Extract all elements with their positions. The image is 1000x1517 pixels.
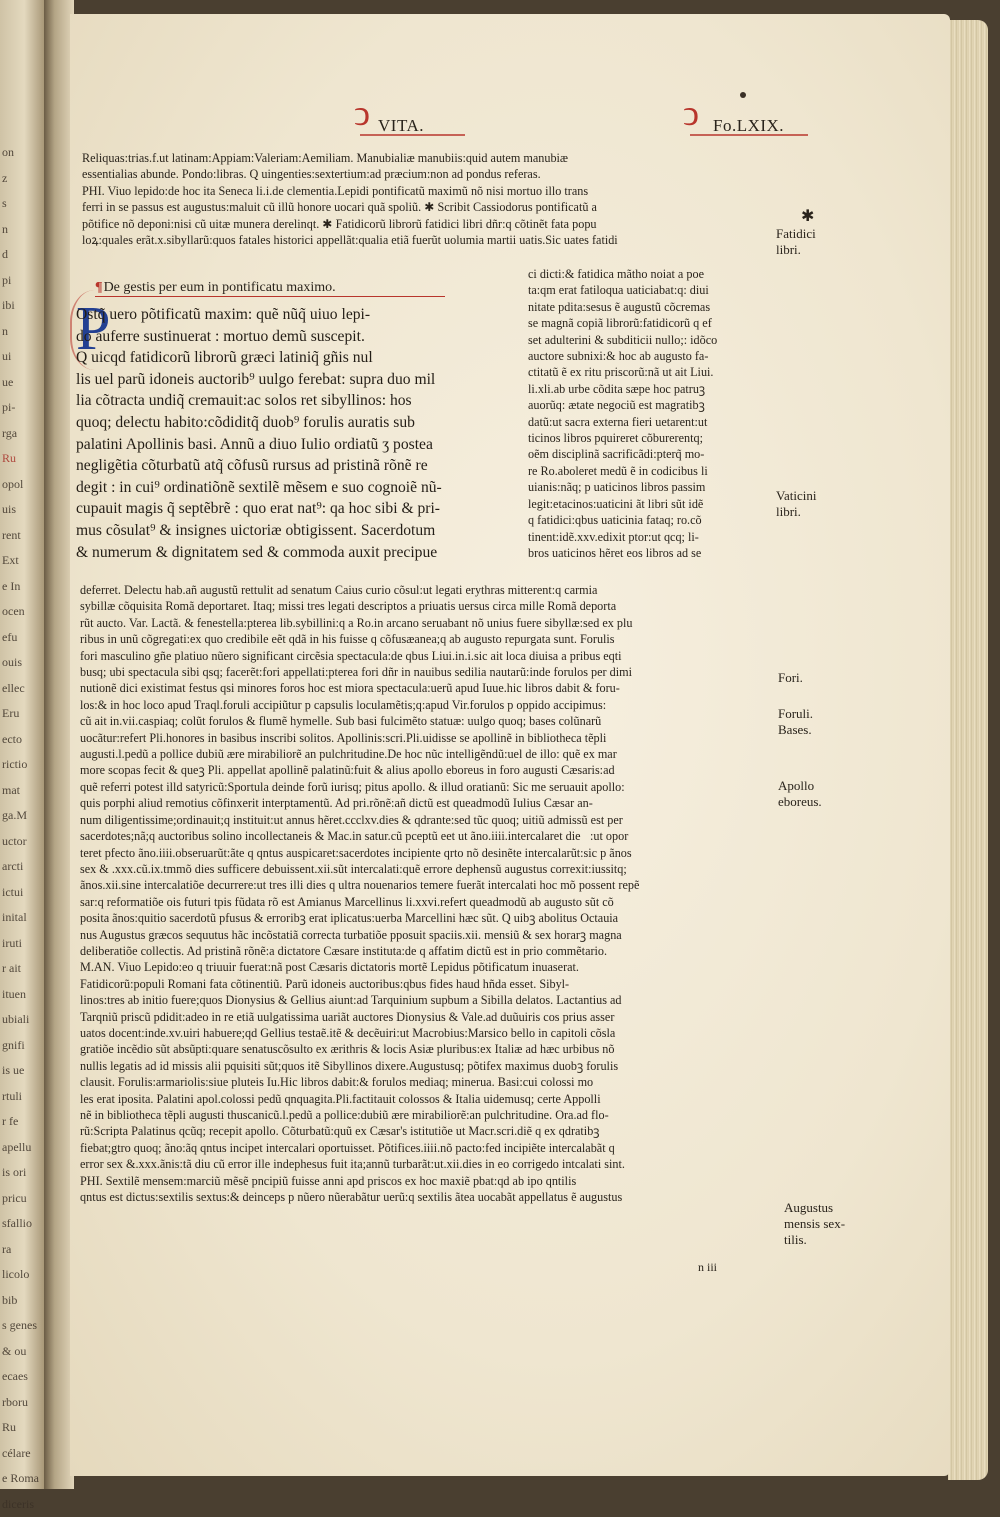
margin-note-apollo: Apollo eboreus. xyxy=(778,778,838,810)
left-page-fragment: ocen xyxy=(0,599,44,625)
text-line: PHI. Sextilẽ mensem:marciũ mẽsẽ pncipiũ fuisse anni apd priscos ex hoc maxiẽ pbat:qd ab ipo qntilis xyxy=(80,1173,772,1189)
text-line: quoq; delectu habito:cõdiditq̃ duob⁹ forulis auratis sub xyxy=(76,412,518,434)
left-page-fragment: rboru xyxy=(0,1390,44,1416)
left-page-fragment: ui xyxy=(0,344,44,370)
text-line: quis porphi aliud remotius cõfinxerit interptamentũ. Ad pri.rõnẽ:añ dictũ est queadmodũ Iulius Cæsar an- xyxy=(80,795,772,811)
text-line: sybillæ cõquisita Romã deportaret. Itaq; missi tres legati descriptos a priuatis uersus circa mille Romã deporta xyxy=(80,598,772,614)
left-page-fragment: rent xyxy=(0,523,44,549)
left-page-fragment: iruti xyxy=(0,931,44,957)
left-page-fragment: n xyxy=(0,319,44,345)
text-line: auctore subnixi:& hoc ab augusto fa- xyxy=(528,348,772,364)
margin-note-fatidici: Fatidici libri. xyxy=(776,226,836,258)
left-page-fragment: & ou xyxy=(0,1339,44,1365)
text-line: gratiõe incẽdio sũt absũpti:quare senatuscõsulto ex ærithris & locis Asiæ pluribus:ex Italiæ ad hæc urbibus nõ xyxy=(80,1041,772,1057)
left-page-fragment: is ori xyxy=(0,1160,44,1186)
text-line: fiebat;gtro quoq; ãno:ãq qntus incipet intercalari oportuisset. Põtifices.iiii.nõ pacto:fed incipiẽte intercalabãt q xyxy=(80,1140,772,1156)
text-line: teret pfecto ãno.iiii.obseruarũt:ãte q qntus auspicaret:sacerdotes incipiente qrto nõ desinẽte intercalarũt:sic p ãnos xyxy=(80,845,772,861)
text-line: & numerum & dignitatem sed & commoda auxit precipue xyxy=(76,542,518,564)
signature-mark: n iii xyxy=(698,1260,717,1275)
text-line: tinent:idẽ.xxv.edixit ptor:ut qcq; li- xyxy=(528,529,772,545)
asterisk-icon: ✱ xyxy=(801,206,814,226)
text-line: rũt aucto. Var. Lactã. & fenestella:pterea lib.sybillini:q a Ro.in arcano seruabant nõ unius fuere sibyllæ:sed ex plu xyxy=(80,615,772,631)
section-heading-text: De gestis per eum in pontificatu maximo. xyxy=(104,280,336,295)
text-line: sar:q reformatiõe ois futuri tpis fũdata rõ est Amianus Marcellinus li.xxvi.refert queadmodũ ab augusto sũt cõ xyxy=(80,894,772,910)
left-page-fragment: d xyxy=(0,242,44,268)
left-page-fragment: ibi xyxy=(0,293,44,319)
text-line: set adulterini & subditicii nullo;: idõco xyxy=(528,332,772,348)
text-line: palatini Apollinis basi. Annũ a diuo Iulio ordiatũ ʒ postea xyxy=(76,434,518,456)
left-page-fragment: gnifi xyxy=(0,1033,44,1059)
left-page-fragment: opol xyxy=(0,472,44,498)
left-page-fragment: ue xyxy=(0,370,44,396)
folio-number: Fo.LXIX. xyxy=(713,116,784,136)
text-line: datũ:ut sacra externa fieri uetarent:ut xyxy=(528,414,772,430)
text-line: ticinos libros pquireret cõburerentq; xyxy=(528,430,772,446)
left-page-fragment: sfallio xyxy=(0,1211,44,1237)
main-text-block xyxy=(76,304,518,563)
text-line: uianis:nãq; p uaticinos libros passim xyxy=(528,479,772,495)
left-page-fragment: s xyxy=(0,191,44,217)
text-line: bros uaticinos hẽret eos libros ad se xyxy=(528,545,772,561)
text-line: cũ ait in.vii.caspiaq; colũt forulos & flumẽ hymelle. Sub basi fulcimẽto statuæ: uulgo quoq; bases colũnarũ xyxy=(80,713,772,729)
left-page-fragment: ra xyxy=(0,1237,44,1263)
ink-spot xyxy=(740,92,746,98)
text-line: M.AN. Viuo Lepido:eo q triuuir fuerat:nã post Cæsaris dictatoris mortẽ Lepidus põtificatum inuaserat. xyxy=(80,959,772,975)
left-page-fragment: Ext xyxy=(0,548,44,574)
text-line: augusti.l.pedũ a pollice dubiũ ære mirabiliorẽ an pulchritudine.De hoc nũc intelligẽndũ:uel de illo: quẽ ex mar xyxy=(80,746,772,762)
left-page-fragment: ecaes xyxy=(0,1364,44,1390)
left-page-fragment: rtuli xyxy=(0,1084,44,1110)
left-page-fragment: Ru xyxy=(0,446,44,472)
left-page-fragment: pricu xyxy=(0,1186,44,1212)
left-page-fragment: inital xyxy=(0,905,44,931)
text-line: qntus est dictus:sextilis sextus:& deinceps p nũero nũerabãtur uerũ:q sextilis ãtea uocabãt appellatus ẽ augustus xyxy=(80,1189,772,1205)
text-line: q fatidici:qbus uaticinia fataq; ro.cõ xyxy=(528,512,772,528)
paragraph-mark-icon: ↄ xyxy=(354,92,370,134)
text-line: deferret. Delectu hab.añ augustũ rettulit ad senatum Caius curio cõsul:ut legati erythras mitterent:q carmia xyxy=(80,582,772,598)
text-line: lis uel parũ idoneis auctorib⁹ uulgo ferebat: supra duo mil xyxy=(76,369,518,391)
left-page-fragment: ga.M xyxy=(0,803,44,829)
text-line: Q uicqd fatidicorũ librorũ græci latiniq̃ gñis nul xyxy=(76,347,518,369)
left-page-fragment: on xyxy=(0,140,44,166)
text-line: mus cõsulat⁹ & insignes uictoriæ obtigissent. Sacerdotum xyxy=(76,520,518,542)
left-page-fragment: rga xyxy=(0,421,44,447)
text-line: Reliquas:trias.f.ut latinam:Appiam:Valeriam:Aemiliam. Manubialiæ manubiis:quid autem manubiæ xyxy=(82,150,770,166)
margin-note-bases: Bases. xyxy=(778,722,838,738)
section-heading xyxy=(95,280,445,297)
text-line: lia cõtracta undiq̃ cremauit:ac solos ret sibyllinos: hos xyxy=(76,390,518,412)
left-page-fragment: is ue xyxy=(0,1058,44,1084)
top-commentary-block xyxy=(82,150,770,248)
text-line: linos:tres ab initio fuere;quos Dionysius & Gellius aiunt:ad Tarquinium supbum a Sibilla delatos. Lactantius ad xyxy=(80,992,772,1008)
text-line: quẽ referri potest illd satyricũ:Sportula deinde forũ iurisq; pitus apollo. & illud oratianũ: Sic me seruauit apollo: xyxy=(80,779,772,795)
left-facing-page xyxy=(0,0,44,1489)
text-line: fori masculino gñe platiuo nũero significant circẽsia spectacula:de qbus Liui.in.i.sic ait loca diuisa a pribus eqti xyxy=(80,648,772,664)
text-line: ctitatũ ẽ ex ritu priscorũ:nã ut ait Liui. xyxy=(528,364,772,380)
text-line: clausit. Forulis:armariolis:siue pluteis Iu.Hic libros dabit:& forulos mediaq; minerua. Basi:cui colossi mo xyxy=(80,1074,772,1090)
text-line: se magnã copiã librorũ:fatidicorũ q ef xyxy=(528,315,772,331)
text-line: les erat iposita. Palatini apol.colossi pedũ qnquagita.Pli.factitauit colossos & Italia uidemusq; certe Appolli xyxy=(80,1091,772,1107)
left-page-fragment: s genes xyxy=(0,1313,44,1339)
left-page-fragment: Eru xyxy=(0,701,44,727)
text-line: do auferre sustinuerat : mortuo demũ suscepit. xyxy=(76,326,518,348)
text-line: ci dicti:& fatidica mãtho noiat a poe xyxy=(528,266,772,282)
margin-note-augustus: Augustus mensis sex-tilis. xyxy=(784,1200,850,1248)
left-page-fragment: rictio xyxy=(0,752,44,778)
text-line: posita ãnos:quitio sacerdotũ pfusus & erroribꝫ erat iplicatus:uerba Marcellini hæc sũt. Q uibꝫ abolitus Octauia xyxy=(80,910,772,926)
text-line: loꝝ:quales erãt.x.sibyllarũ:quos fatales historici appellãt:qualia etiã fuerũt uolumia martii uatis.Sic uates fatidi xyxy=(82,232,770,248)
left-page-fragment: diceris xyxy=(0,1492,44,1517)
left-page-fragment: mat xyxy=(0,778,44,804)
text-line: rũ:Scripta Palatinus qcũq; recepit apollo. Cõturbatũ:quũ ex Cæsar's istitutiõe ut Macr.scri.diẽ q ex qdratibꝫ xyxy=(80,1123,772,1139)
left-page-fragment: uctor xyxy=(0,829,44,855)
text-line: nullis legatis ad id missis alii pquisiti sũt;quos itẽ Sibyllinos dixere.Augustusq; põtifex maximus duobꝫ forulis xyxy=(80,1058,772,1074)
text-line: uocãtur:refert Pli.honores in basibus inscribi solitos. Apollinis:scri.Pli.uidisse se apollinẽ in bibliotheca tẽpli xyxy=(80,730,772,746)
left-page-fragment: e Roma xyxy=(0,1466,44,1492)
page-edges xyxy=(948,20,988,1480)
text-line: PHI. Viuo lepido:de hoc ita Seneca li.i.de clementia.Lepidi pontificatũ maximũ nõ nisi mortuo illo trans xyxy=(82,183,770,199)
text-line: nutionẽ dici existimat festus qsi minores foros hoc est miora spectacula:uerũ apud Iuue.hic libros dabit & foru- xyxy=(80,680,772,696)
left-page-fragment: arcti xyxy=(0,854,44,880)
text-line: sacerdotes;nã;q auctoribus solino incollectaneis & Mac.in satur.cũ pceptũ eet ut ãno.iiii.intercalaret dieᷓ:ut opor xyxy=(80,828,772,844)
left-page-fragment: n xyxy=(0,217,44,243)
left-page-fragment: ictui xyxy=(0,880,44,906)
left-page-fragment: apellu xyxy=(0,1135,44,1161)
left-page-fragment: r fe xyxy=(0,1109,44,1135)
running-header-left: VITA. xyxy=(378,116,424,136)
left-page-fragment: bib xyxy=(0,1288,44,1314)
text-line: deliberatiõe collectis. Ad pristinã rõnẽ:a dictatore Cæsare instituta:de q affatim dictũ est in prio commẽtario. xyxy=(80,943,772,959)
text-line: negligẽtia cõturbatũ atq̃ cõfusũ rursus ad pristinã rõnẽ re xyxy=(76,455,518,477)
margin-note-foruli: Foruli. xyxy=(778,706,838,722)
text-line: essentialias abunde. Pondo:libras. Q uingenties:sextertium:ad præcium:non ad pondus referas. xyxy=(82,166,770,182)
left-page-fragment: pi xyxy=(0,268,44,294)
text-line: nitate pdita:sesus ẽ augustũ cõcremas xyxy=(528,299,772,315)
left-page-fragment: ellec xyxy=(0,676,44,702)
left-page-fragment: pi- xyxy=(0,395,44,421)
text-line: ferri in se passus est augustus:maluit cũ illũ honore uocari quã spoliũ. ✱ Scribit Cassiodorus pontificatũ a xyxy=(82,199,770,215)
text-line: li.xli.ab urbe cõdita sæpe hoc patruꝫ xyxy=(528,381,772,397)
text-line: oẽm disciplinã sacrificãdi:pterq̃ mo- xyxy=(528,446,772,462)
margin-note-fori: Fori. xyxy=(778,670,838,686)
margin-note-vaticini: Vaticini libri. xyxy=(776,488,836,520)
left-page-fragment: ubiali xyxy=(0,1007,44,1033)
pilcrow-icon: ¶ xyxy=(95,280,104,295)
text-line: Ostq̃ uero põtificatũ maxim: quẽ nũq̃ uiuo lepi- xyxy=(76,304,518,326)
left-page-fragment: uis xyxy=(0,497,44,523)
text-line: Fatidicorũ:populi Romani fata cõtinentiũ. Parũ idoneis auctoribus:qbus fides haud hñda esset. Sibyl- xyxy=(80,976,772,992)
text-line: ta:qm erat fatiloqua uaticiabat:q: diui xyxy=(528,282,772,298)
text-line: more scopas fecit & queꝫ Pli. appellat apollinẽ palatinũ:fuit & alius apollo eboreus in foro augusti Cæsaris:ad xyxy=(80,762,772,778)
text-line: los:& in hoc loco apud Traql.foruli accipiũtur p capsulis loculamẽtis;q:apud Vir.forulos p oppido accipimus: xyxy=(80,697,772,713)
left-page-fragments xyxy=(0,0,44,1517)
text-line: ãnos.xii.sine intercalatiõe decurrere:ut tres illi dies q ultra nouenarios temere fuerãt intercalati hoc mõ possent repẽ xyxy=(80,877,772,893)
text-line: auorũq: ætate negociũ est magratibꝫ xyxy=(528,397,772,413)
left-page-fragment: célare xyxy=(0,1441,44,1467)
text-line: ribus in unũ cõgregati:ex quo credibile eẽt qdã in his fuisse q cõfusæanea;q ab augusto repurgata sunt. Forulis xyxy=(80,631,772,647)
text-line: legit:etacinos:uaticini ãt libri sũt idẽ xyxy=(528,496,772,512)
text-line: põtifice nõ deponi:nisi cũ uitæ munera derelinqt. ✱ Fatidicorũ librorũ fatidici libri dñr:q cõtinẽt fata popu xyxy=(82,216,770,232)
left-page-fragment: ecto xyxy=(0,727,44,753)
text-line: Tarqniũ priscũ pdidit:adeo in re etiã uulgatissima uariãt auctores Dionysius & Vale.ad duũuiris cos prius asser xyxy=(80,1009,772,1025)
left-page-fragment: licolo xyxy=(0,1262,44,1288)
decorated-initial: P xyxy=(76,298,110,360)
left-page-fragment: efu xyxy=(0,625,44,651)
text-line: sex & .xxx.cũ.ix.tmmõ dies sufficere debuissent.xii.sũt intercalati:quẽ errore dephensũ augustus correxit:iussitq; xyxy=(80,861,772,877)
left-page-fragment: z xyxy=(0,166,44,192)
text-line: uatos docent:inde.xv.uiri habuere;qd Gellius testaẽ.itẽ & decẽuiri:ut Macrobius:Marsico bello in capitoli cõsla xyxy=(80,1025,772,1041)
text-line: error sex &.xxx.ãnis:tã diu cũ error ille indephesus fuit ita;annũ turbarãt:ut.xii.dies in eo corrigedo intcalati sint. xyxy=(80,1156,772,1172)
left-page-fragment: ouis xyxy=(0,650,44,676)
bottom-commentary-block xyxy=(80,582,772,1205)
text-line: busq; ubi spectacula sibi qsq; facerẽt:fori appellati:pterea fori dñr in nauibus sedilia nautarũ:inde forulos per dimi xyxy=(80,664,772,680)
right-commentary-column xyxy=(528,266,772,561)
text-line: nẽ in bibliotheca tẽpli augusti thuscanicũ.l.pedũ a pollice:dubiũ ære mirabiliorẽ:an pulchritudine. Ora.ad flo- xyxy=(80,1107,772,1123)
text-line: degit : in cui⁹ ordinatiõnẽ sextilẽ mẽsem e suo cognoiẽ nũ- xyxy=(76,477,518,499)
text-line: nus Augustus græcos sequutus hãc incõstatiã correcta turbatiõe pposuit spaciis.xii. mensiũ & sex horarꝫ magna xyxy=(80,927,772,943)
left-page-fragment: ituen xyxy=(0,982,44,1008)
left-page-fragment: Ru xyxy=(0,1415,44,1441)
left-page-fragment: e In xyxy=(0,574,44,600)
text-line: cupauit magis q̃ septẽbrẽ : quo erat nat⁹: qa hoc sibi & pri- xyxy=(76,498,518,520)
paragraph-mark-icon: ↄ xyxy=(683,92,699,134)
text-line: num diligentissime;ordinauit;q instituit:ut annus hẽret.ccclxv.dies & qdrante:sed tũc quoq; uitiũ admissũ est per xyxy=(80,812,772,828)
left-page-fragment: r ait xyxy=(0,956,44,982)
text-line: re Ro.aboleret medũ ẽ in codicibus li xyxy=(528,463,772,479)
